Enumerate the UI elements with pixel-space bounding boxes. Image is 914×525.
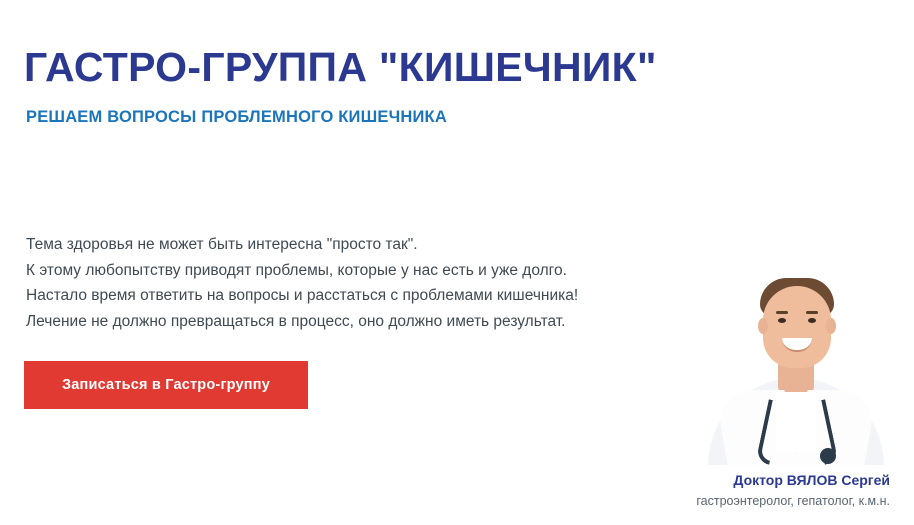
lead-paragraph [26,232,666,334]
doctor-eye-left [778,318,786,323]
lead-line: К этому любопытству приводят проблемы, которые у нас есть и уже долго. [26,261,567,279]
page-subtitle: РЕШАЕМ ВОПРОСЫ ПРОБЛЕМНОГО КИШЕЧНИКА [26,107,447,126]
lead-line: Лечение не должно превращаться в процесс, оно должно иметь результат. [26,312,566,330]
doctor-brow-left [776,311,788,314]
doctor-ear-left [758,318,768,334]
page-title: ГАСТРО-ГРУППА "КИШЕЧНИК" [24,44,657,91]
doctor-name: Доктор ВЯЛОВ Сергей [733,472,890,488]
lead-line: Тема здоровья не может быть интересна "просто так". [26,236,418,253]
doctor-ear-right [826,318,836,334]
doctor-eye-right [808,318,816,323]
doctor-brow-right [806,311,818,314]
doctor-role: гастроэнтеролог, гепатолог, к.м.н. [696,494,890,508]
doctor-portrait-image [700,250,890,465]
stethoscope-bell-icon [820,448,836,464]
doctor-head [763,286,831,368]
signup-button[interactable]: Записаться в Гастро-группу [24,361,308,409]
doctor-shirt [776,392,816,452]
lead-line: Настало время ответить на вопросы и расстаться с проблемами кишечника! [26,287,579,304]
